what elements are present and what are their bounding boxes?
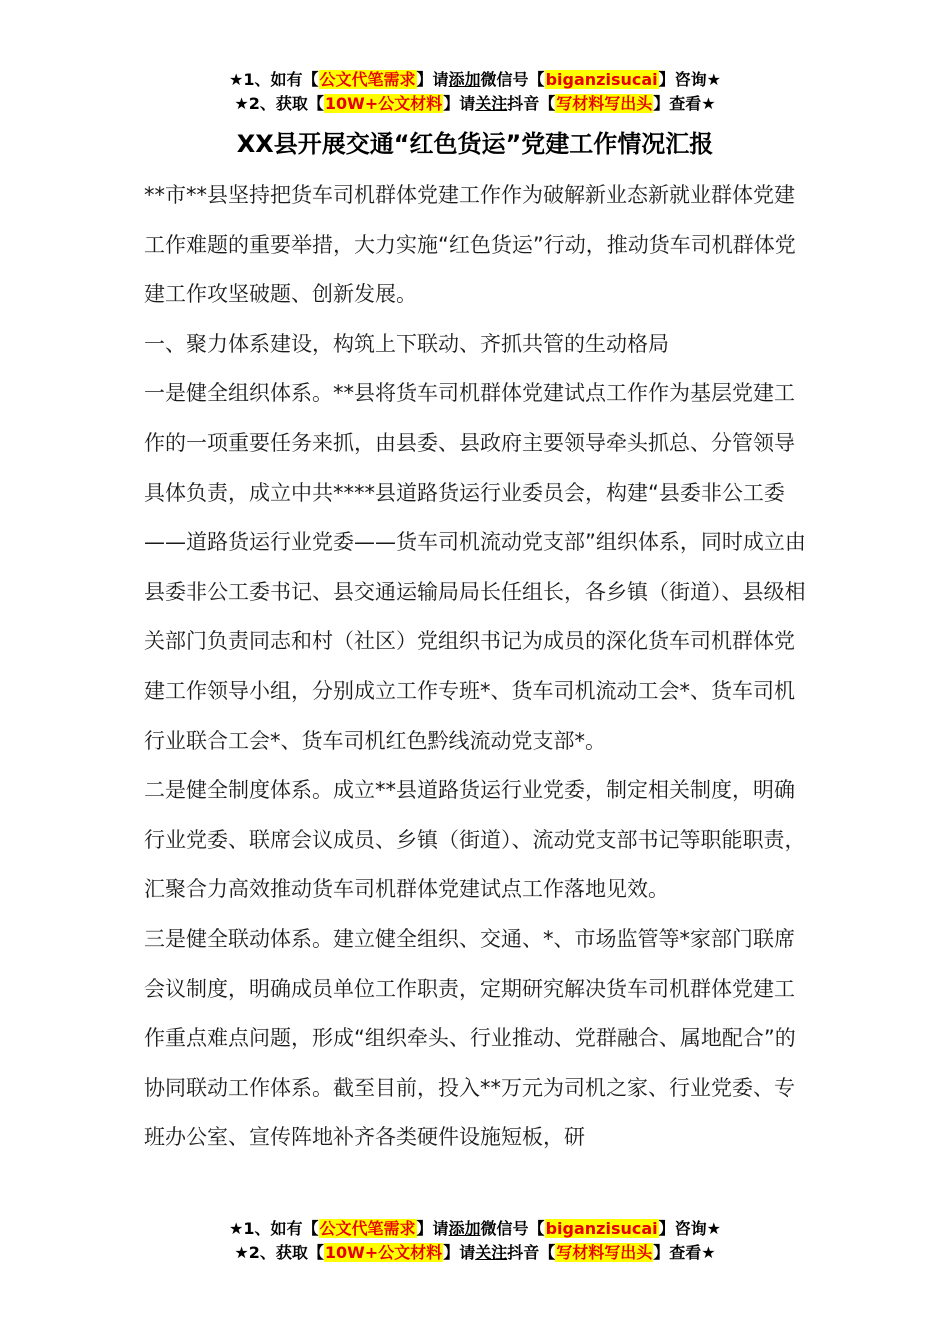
promo-text: 微信号【 <box>480 1219 545 1238</box>
promo-text: ★2、获取【 <box>234 94 324 113</box>
promo-text: ★1、如有【 <box>229 70 319 89</box>
promo-text: 】咨询★ <box>658 1219 721 1238</box>
promo-text: ★1、如有【 <box>229 1219 319 1238</box>
promo-line-2 <box>0 92 950 116</box>
promo-banner-top <box>0 68 950 116</box>
promo-text: 】查看★ <box>653 1243 716 1262</box>
promo-highlight: biganzisucai <box>545 1219 658 1238</box>
body-paragraph-system: 二是健全制度体系。成立**县道路货运行业党委，制定相关制度，明确行业党委、联席会议成员、乡镇（街道）、流动党支部书记等职能职责，汇聚合力高效推动货车司机群体党建试点工作落地见效。 <box>144 778 806 902</box>
promo-text: 抖音【 <box>507 94 556 113</box>
promo-highlight: 公文代笔需求 <box>319 70 416 89</box>
promo-underlined: 关注 <box>475 1243 508 1262</box>
promo-highlight: 写材料写出头 <box>556 1243 653 1262</box>
promo-text: 微信号【 <box>480 70 545 89</box>
promo-underlined: 添加 <box>448 1219 481 1238</box>
promo-banner-bottom <box>0 1217 950 1265</box>
document-title: XX县开展交通“红色货运”党建工作情况汇报 <box>236 130 714 158</box>
promo-text: 】请 <box>443 94 476 113</box>
body-paragraph-linkage: 三是健全联动体系。建立健全组织、交通、*、市场监管等*家部门联席会议制度，明确成员单位工作职责，定期研究解决货车司机群体党建工作重点难点问题，形成“组织牵头、行业推动、党群融合、属地配合”的协同联动工作体系。截至目前，投入**万元为司机之家、行业党委、专班办公室、宣传阵地补齐各类硬件设施短板，研 <box>144 926 796 1150</box>
promo-text: 抖音【 <box>507 1243 556 1262</box>
promo-underlined: 关注 <box>475 94 508 113</box>
promo-line-1 <box>0 1217 950 1241</box>
promo-text: ★2、获取【 <box>234 1243 324 1262</box>
promo-text: 】请 <box>416 70 449 89</box>
document-body <box>144 171 809 1163</box>
promo-highlight: 写材料写出头 <box>556 94 653 113</box>
promo-highlight: 10W+公文材料 <box>324 1243 443 1262</box>
intro-paragraph: **市**县坚持把货车司机群体党建工作作为破解新业态新就业群体党建工作难题的重要举措，大力实施“红色货运”行动，推动货车司机群体党建工作攻坚破题、创新发展。 <box>144 183 796 307</box>
promo-text: 】请 <box>443 1243 476 1262</box>
section-heading-1: 一、聚力体系建设，构筑上下联动、齐抓共管的生动格局 <box>144 331 669 356</box>
promo-text: 】请 <box>416 1219 449 1238</box>
promo-underlined: 添加 <box>448 70 481 89</box>
promo-highlight: biganzisucai <box>545 70 658 89</box>
promo-line-2 <box>0 1241 950 1265</box>
promo-highlight: 公文代笔需求 <box>319 1219 416 1238</box>
promo-highlight: 10W+公文材料 <box>324 94 443 113</box>
promo-line-1 <box>0 68 950 92</box>
body-paragraph-organization: 一是健全组织体系。**县将货车司机群体党建试点工作作为基层党建工作的一项重要任务来抓，由县委、县政府主要领导牵头抓总、分管领导具体负责，成立中共****县道路货运行业委员会，构建“县委非公工委——道路货运行业党委——货车司机流动党支部”组织体系，同时成立由县委非公工委书记、县交通运输局局长任组长，各乡镇（街道）、县级相关部门负责同志和村（社区）党组织书记为成员的深化货车司机群体党建工作领导小组，分别成立工作专班*、货车司机流动工会*、货车司机行业联合工会*、货车司机红色黔线流动党支部*。 <box>144 381 806 753</box>
promo-text: 】查看★ <box>653 94 716 113</box>
promo-text: 】咨询★ <box>658 70 721 89</box>
